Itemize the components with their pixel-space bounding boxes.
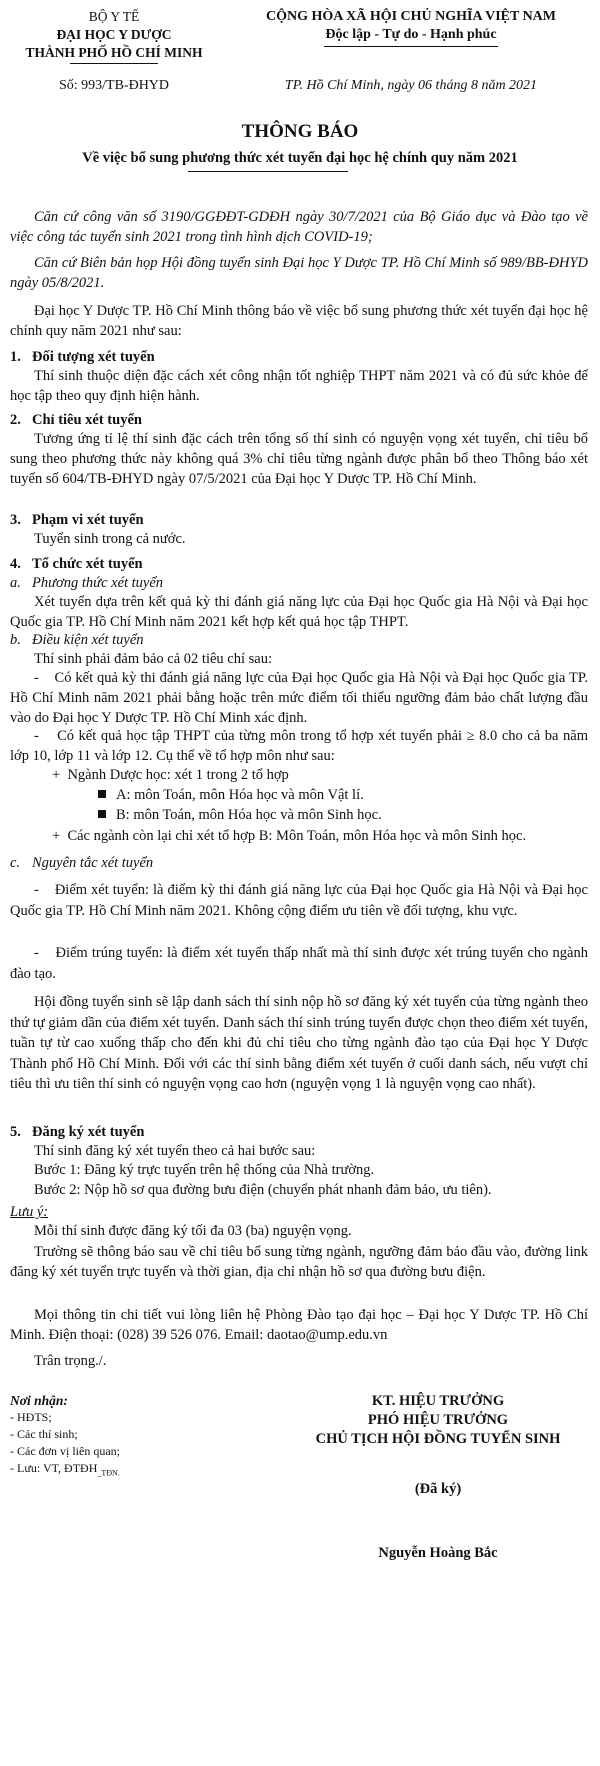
section-1-title: Đối tượng xét tuyển <box>32 349 155 365</box>
recipient-item <box>10 1460 270 1481</box>
section-4c-label: c. <box>10 855 21 871</box>
section-5-intro: Thí sinh đăng ký xét tuyển theo cả hai bước sau: <box>34 1143 316 1159</box>
section-4-title: Tổ chức xét tuyển <box>32 556 143 572</box>
signed-mark: (Đã ký) <box>414 1481 462 1497</box>
section-4c-rule-1 <box>10 880 588 922</box>
section-4b-intro: Thí sinh phải đảm bảo cả 02 tiêu chí sau: <box>34 651 272 667</box>
motto: Độc lập - Tự do - Hạnh phúc <box>325 27 497 42</box>
section-4c-rule-2 <box>10 943 588 985</box>
signature-block <box>288 1392 588 1449</box>
university-name-line2: THÀNH PHỐ HỒ CHÍ MINH <box>25 45 203 60</box>
recipient-item: - Các thí sinh; <box>10 1427 78 1441</box>
section-4c-paragraph: Hội đồng tuyển sinh sẽ lập danh sách thí sinh nộp hồ sơ đăng ký xét tuyển của từng ngành theo thứ tự giảm dần của điểm xét tuyển. Danh sách thí sinh trúng tuyển được chọn theo điểm xét tuyển, tuần tự từ cao xuống thấp cho đến khi đủ chỉ tiêu cho từng ngành đào tạo của Đại học Y Dược Thành phố Hồ Chí Minh. Đối với các thí sinh bằng điểm xét tuyển ở cuối danh sách, nếu vượt chỉ tiêu thì ưu tiên thí sinh có nguyện vọng cao hơn (nguyện vọng 1 là nguyện vọng cao nhất). <box>10 994 588 1093</box>
signature-line-1: KT. HIỆU TRƯỞNG <box>371 1393 505 1409</box>
recipient-item-subscript: _TĐN. <box>97 1468 120 1478</box>
combo-pharmacy-text: Ngành Dược học: xét 1 trong 2 tổ hợp <box>67 767 289 783</box>
section-2-number: 2. <box>10 412 21 428</box>
section-2-heading <box>10 410 142 430</box>
rule-2-text: Điểm trúng tuyển: là điểm xét tuyển thấp nhất mà thí sinh được xét trúng tuyển cho ngành đào tạo. <box>10 945 588 982</box>
section-4b-criterion-1 <box>10 668 588 728</box>
notice-subtitle: Về việc bổ sung phương thức xét tuyển đại học hệ chính quy năm 2021 <box>82 150 518 166</box>
ministry-name: BỘ Y TẾ <box>88 9 140 24</box>
combo-other-text: Các ngành còn lại chỉ xét tổ hợp B: Môn Toán, môn Hóa học và môn Sinh học. <box>67 828 527 844</box>
issuer-underline <box>70 63 158 64</box>
note-label: Lưu ý: <box>10 1204 49 1220</box>
recipient-item-text: - Lưu: VT, ĐTĐH <box>10 1461 98 1475</box>
section-4b-criterion-2 <box>10 726 588 766</box>
section-2-body: Tương ứng tỉ lệ thí sinh đặc cách trên tổng số thí sinh có nguyện vọng xét tuyển, chỉ tiêu bổ sung theo phương thức này không quá 3% chỉ tiêu từng ngành được phân bổ theo Thông báo xét tuyển số 604/TB-ĐHYD ngày 07/5/2021 của Đại học Y Dược TP. Hồ Chí Minh. <box>10 431 588 487</box>
recipient-item: - Các đơn vị liên quan; <box>10 1444 120 1458</box>
section-5-title: Đăng ký xét tuyển <box>32 1124 145 1140</box>
issuer-block <box>8 8 220 62</box>
square-bullet-icon <box>98 790 106 798</box>
section-1-number: 1. <box>10 349 21 365</box>
section-5-heading <box>10 1122 144 1142</box>
section-1-heading <box>10 347 155 367</box>
university-name-line1: ĐẠI HỌC Y DƯỢC <box>56 27 172 42</box>
dash-marker: - <box>34 945 56 961</box>
square-bullet-icon <box>98 810 106 818</box>
section-4-heading <box>10 554 143 574</box>
note-line-2: Trường sẽ thông báo sau về chỉ tiêu bổ sung từng ngành, ngưỡng đảm bảo đầu vào, đường link đăng ký xét tuyển trực tuyến và thời gian, địa chỉ nhận hồ sơ qua đường bưu điện. <box>10 1244 588 1280</box>
note-line-1: Mỗi thí sinh được đăng ký tối đa 03 (ba) nguyện vọng. <box>34 1223 352 1239</box>
closing-line: Trân trọng./. <box>34 1353 107 1369</box>
section-4a-heading <box>10 573 163 593</box>
intro-paragraph: Đại học Y Dược TP. Hồ Chí Minh thông báo về việc bổ sung phương thức xét tuyển đại học hệ chính quy năm 2021 như sau: <box>10 303 588 339</box>
criterion-2-text: Có kết quả học tập THPT của từng môn trong tổ hợp xét tuyển phải ≥ 8.0 cho cả ba năm lớp 10, lớp 11 và lớp 12. Cụ thể về tổ hợp môn như sau: <box>10 728 588 764</box>
dash-marker: - <box>34 882 55 898</box>
plus-marker: + <box>52 828 68 844</box>
combo-a-text: A: môn Toán, môn Hóa học và môn Vật lí. <box>116 787 364 803</box>
section-3-title: Phạm vi xét tuyển <box>32 512 144 528</box>
legal-basis-2: Căn cứ Biên bản họp Hội đồng tuyển sinh Đại học Y Dược TP. Hồ Chí Minh số 989/BB-ĐHYD ngày 05/8/2021. <box>10 255 588 291</box>
plus-marker: + <box>52 767 68 783</box>
subtitle-underline <box>188 171 348 172</box>
dash-marker: - <box>34 728 58 744</box>
place-and-date: TP. Hồ Chí Minh, ngày 06 tháng 8 năm 2021 <box>284 78 538 93</box>
motto-underline <box>324 46 498 47</box>
combo-b-text: B: môn Toán, môn Hóa học và môn Sinh học. <box>116 807 382 823</box>
signatory-name: Nguyễn Hoàng Bắc <box>378 1545 498 1561</box>
combo-a <box>98 785 364 805</box>
dash-marker: - <box>34 670 55 686</box>
section-5-step-2: Bước 2: Nộp hồ sơ qua đường bưu điện (chuyển phát nhanh đảm bảo, ưu tiên). <box>34 1182 492 1198</box>
section-5-step-1: Bước 1: Đăng ký trực tuyến trên hệ thống của Nhà trường. <box>34 1162 375 1178</box>
section-4c-heading <box>10 853 153 873</box>
notice-title: THÔNG BÁO <box>241 121 359 142</box>
section-4b-heading <box>10 630 144 650</box>
signature-line-3: CHỦ TỊCH HỘI ĐỒNG TUYỂN SINH <box>315 1431 561 1447</box>
section-3-body: Tuyển sinh trong cả nước. <box>34 531 186 547</box>
section-4c-title: Nguyên tắc xét tuyển <box>32 855 154 871</box>
recipients-label: Nơi nhận: <box>10 1393 68 1408</box>
section-4-number: 4. <box>10 556 21 572</box>
combo-pharmacy <box>52 765 289 785</box>
section-4b-label: b. <box>10 632 21 648</box>
recipients-block <box>10 1392 270 1481</box>
section-4b-title: Điều kiện xét tuyển <box>32 632 144 648</box>
contact-paragraph: Mọi thông tin chi tiết vui lòng liên hệ Phòng Đào tạo đại học – Đại học Y Dược TP. Hồ Chí Minh. Điện thoại: (028) 39 526 076. Email: daotao@ump.edu.vn <box>10 1307 588 1343</box>
document-number: Số: 993/TB-ĐHYD <box>58 78 170 93</box>
recipient-item: - HĐTS; <box>10 1410 52 1424</box>
national-motto-block <box>228 8 594 44</box>
signature-line-2: PHÓ HIỆU TRƯỞNG <box>367 1412 509 1428</box>
section-4a-body: Xét tuyển dựa trên kết quả kỳ thi đánh giá năng lực của Đại học Quốc gia Hà Nội và Đại học Quốc gia TP. Hồ Chí Minh năm 2021 kết hợp kết quả học tập THPT. <box>10 594 588 630</box>
section-3-heading <box>10 510 144 530</box>
rule-1-text: Điểm xét tuyển: là điểm kỳ thi đánh giá năng lực của Đại học Quốc gia Hà Nội và Đại học Quốc gia TP. Hồ Chí Minh năm 2021. Không cộng điểm ưu tiên về đối tượng, khu vực. <box>10 882 588 919</box>
combo-b <box>98 805 382 825</box>
section-1-body: Thí sinh thuộc diện đặc cách xét công nhận tốt nghiệp THPT năm 2021 và có đủ sức khỏe để học tập theo quy định hiện hành. <box>10 368 588 404</box>
combo-other <box>52 826 526 846</box>
section-5-number: 5. <box>10 1124 21 1140</box>
section-4a-title: Phương thức xét tuyển <box>32 575 164 591</box>
criterion-1-text: Có kết quả kỳ thi đánh giá năng lực của Đại học Quốc gia Hà Nội và Đại học Quốc gia TP. Hồ Chí Minh năm 2021 phải bằng hoặc trên mức điểm tối thiểu ngưỡng đảm bảo chất lượng đầu vào do Đại học Y Dược TP. Hồ Chí Minh xác định. <box>10 670 588 726</box>
section-2-title: Chỉ tiêu xét tuyển <box>32 412 142 428</box>
legal-basis-1: Căn cứ công văn số 3190/GGĐĐT-GDĐH ngày 30/7/2021 của Bộ Giáo dục và Đào tạo về việc công tác tuyển sinh 2021 trong tình hình dịch COVID-19; <box>10 209 588 245</box>
section-3-number: 3. <box>10 512 21 528</box>
republic-title: CỘNG HÒA XÃ HỘI CHỦ NGHĨA VIỆT NAM <box>265 9 556 24</box>
section-4a-label: a. <box>10 575 21 591</box>
